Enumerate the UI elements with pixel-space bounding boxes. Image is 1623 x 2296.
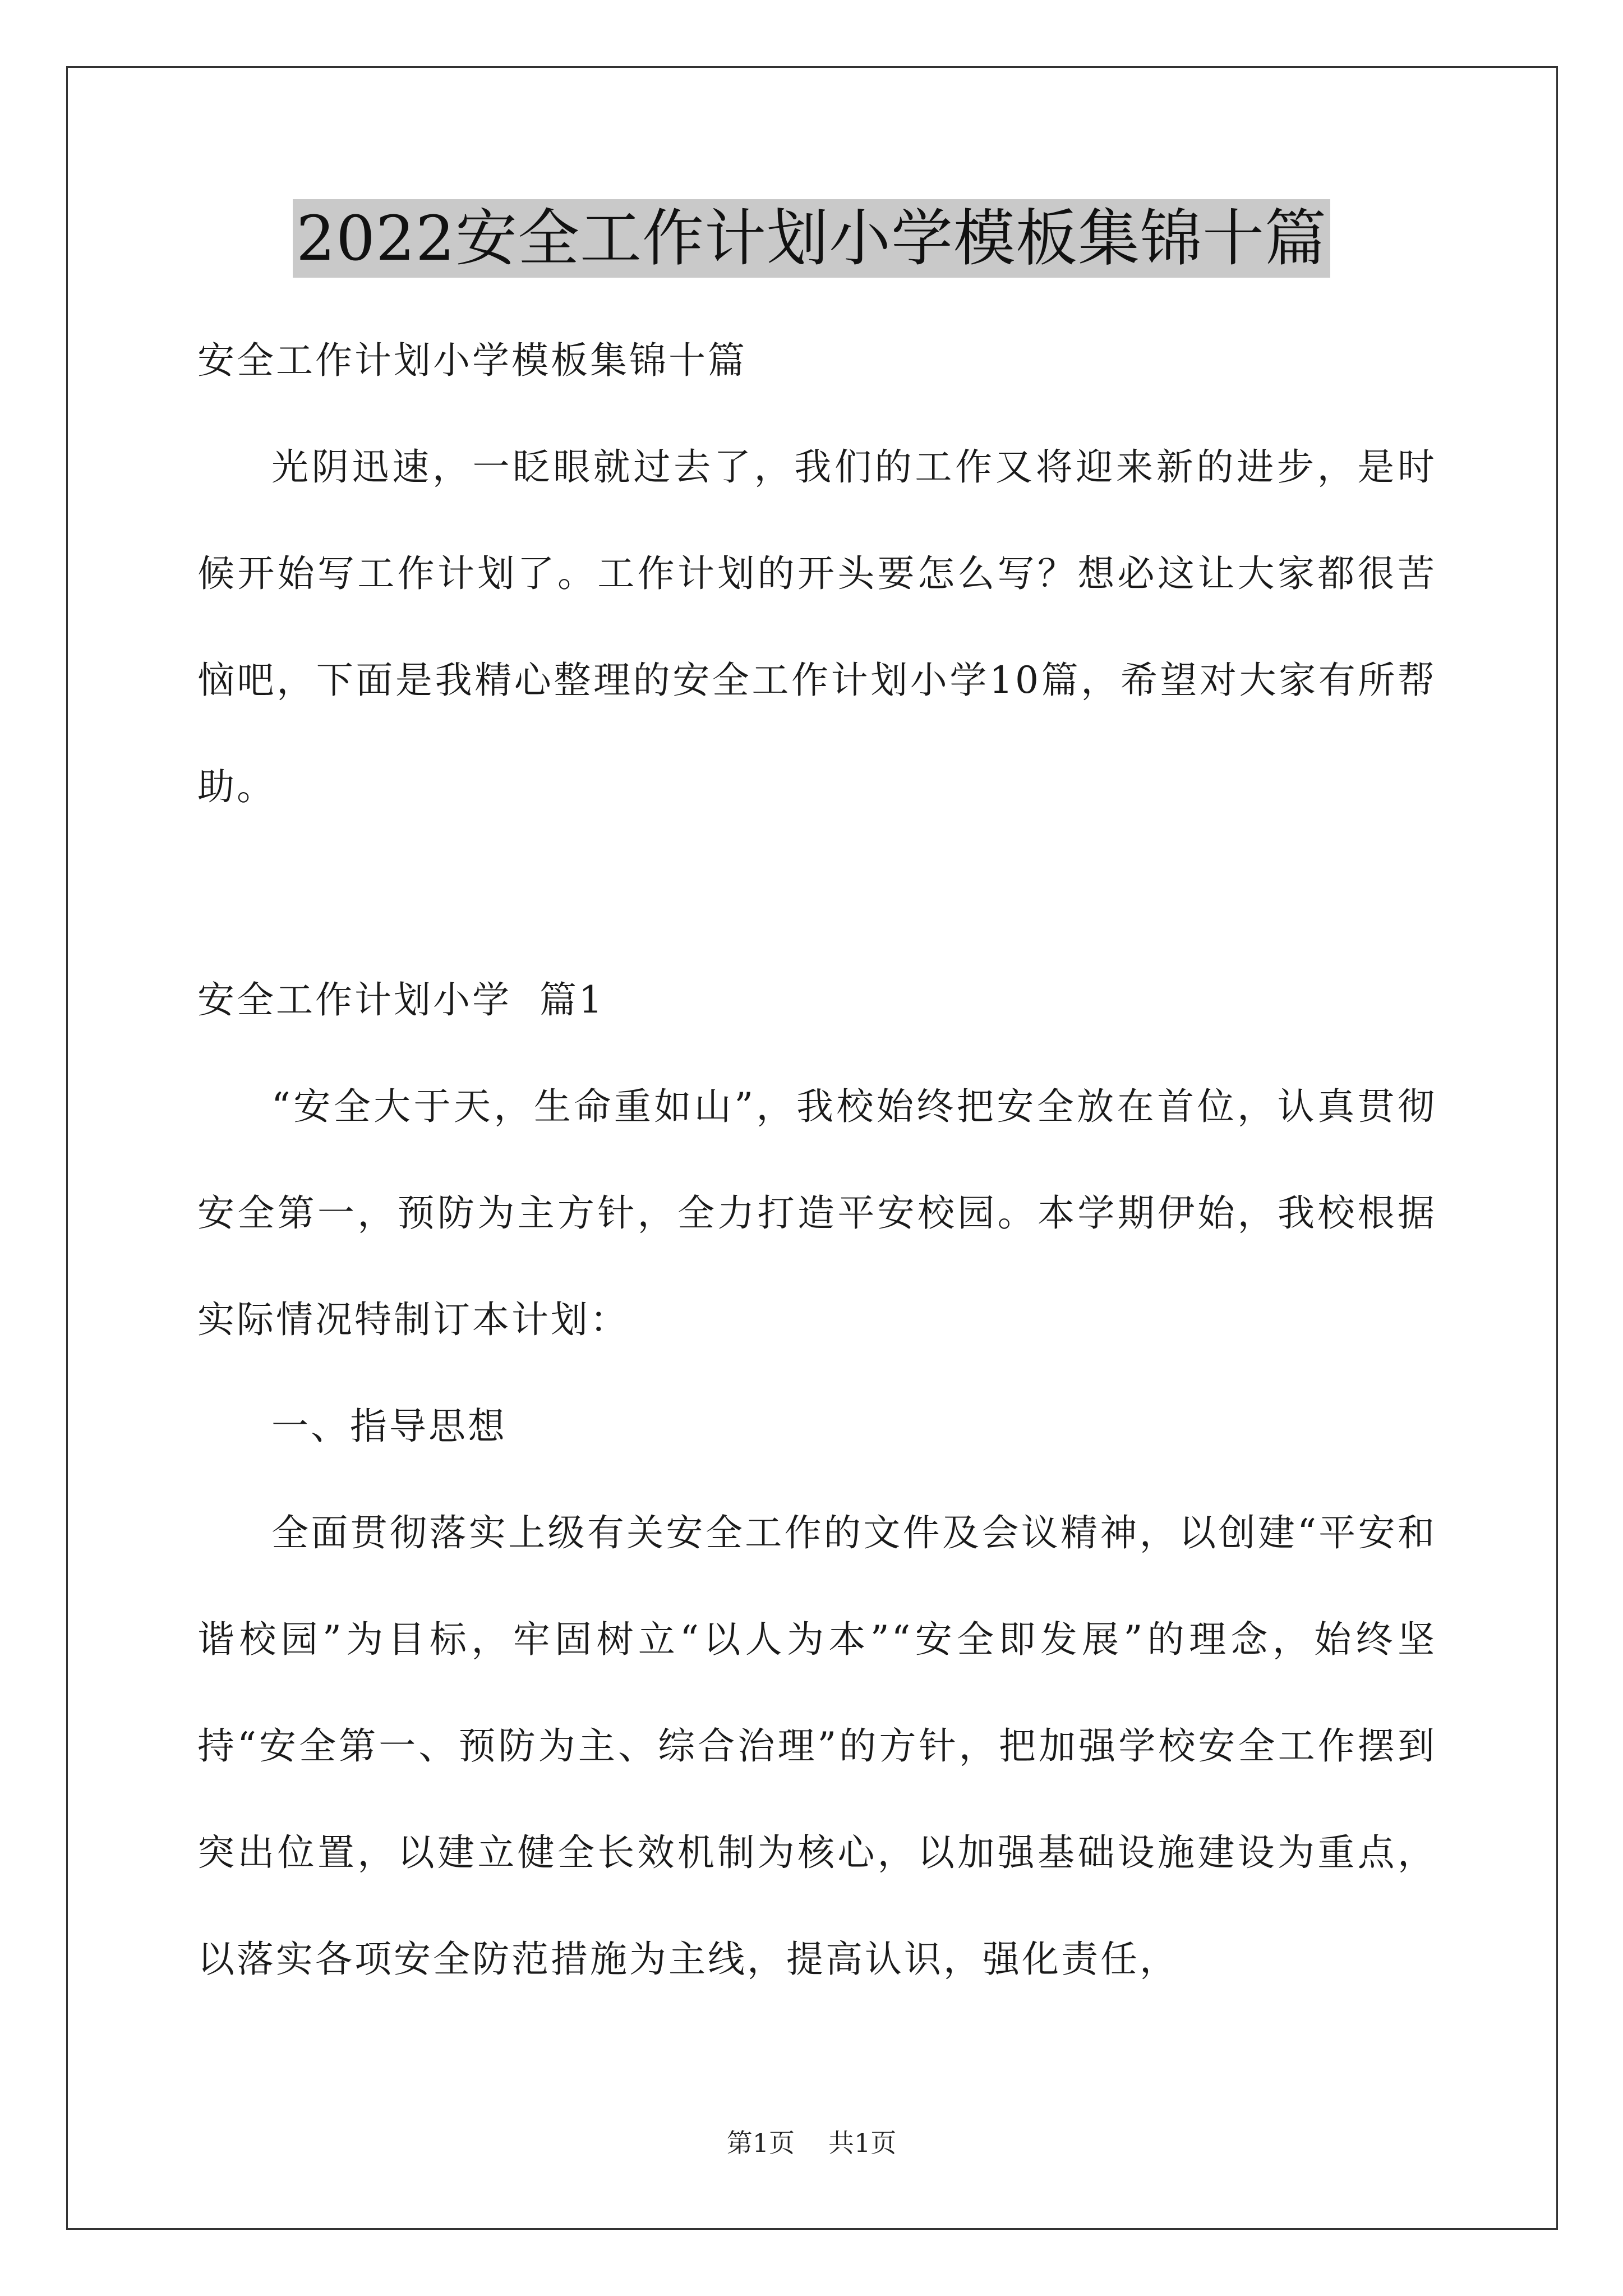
page-number-current: 第1页 <box>726 2128 795 2158</box>
body-paragraph-1: “安全大于天，生命重如山”，我校始终把安全放在首位，认真贯彻安全第一，预防为主方针，全力打造平安校园。本学期伊始，我校根据实际情况特制订本计划： <box>197 1085 1437 1341</box>
section-heading: 安全工作计划小学 篇1 <box>197 978 605 1022</box>
document-title: 2022安全工作计划小学模板集锦十篇 <box>293 199 1330 278</box>
intro-paragraph: 光阴迅速，一眨眼就过去了，我们的工作又将迎来新的进步，是时候开始写工作计划了。工作计划的开头要怎么写？想必这让大家都很苦恼吧，下面是我精心整理的安全工作计划小学10篇，希望对大家有所帮助。 <box>197 445 1437 808</box>
title-container <box>0 199 1623 278</box>
document-body <box>197 307 1437 2013</box>
body-paragraph-2: 全面贯彻落实上级有关安全工作的文件及会议精神，以创建“平安和谐校园”为目标，牢固树立“以人为本”“安全即发展”的理念，始终坚持“安全第一、预防为主、综合治理”的方针，把加强学校安全工作摆到突出位置，以建立健全长效机制为核心，以加强基础设施建设为重点，以落实各项安全防范措施为主线，提高认识，强化责任， <box>197 1511 1437 1981</box>
page-footer <box>0 2126 1623 2160</box>
document-subtitle: 安全工作计划小学模板集锦十篇 <box>197 339 747 382</box>
subheading-guiding-ideology: 一、指导思想 <box>271 1405 507 1448</box>
page-number-total: 共1页 <box>828 2128 897 2158</box>
